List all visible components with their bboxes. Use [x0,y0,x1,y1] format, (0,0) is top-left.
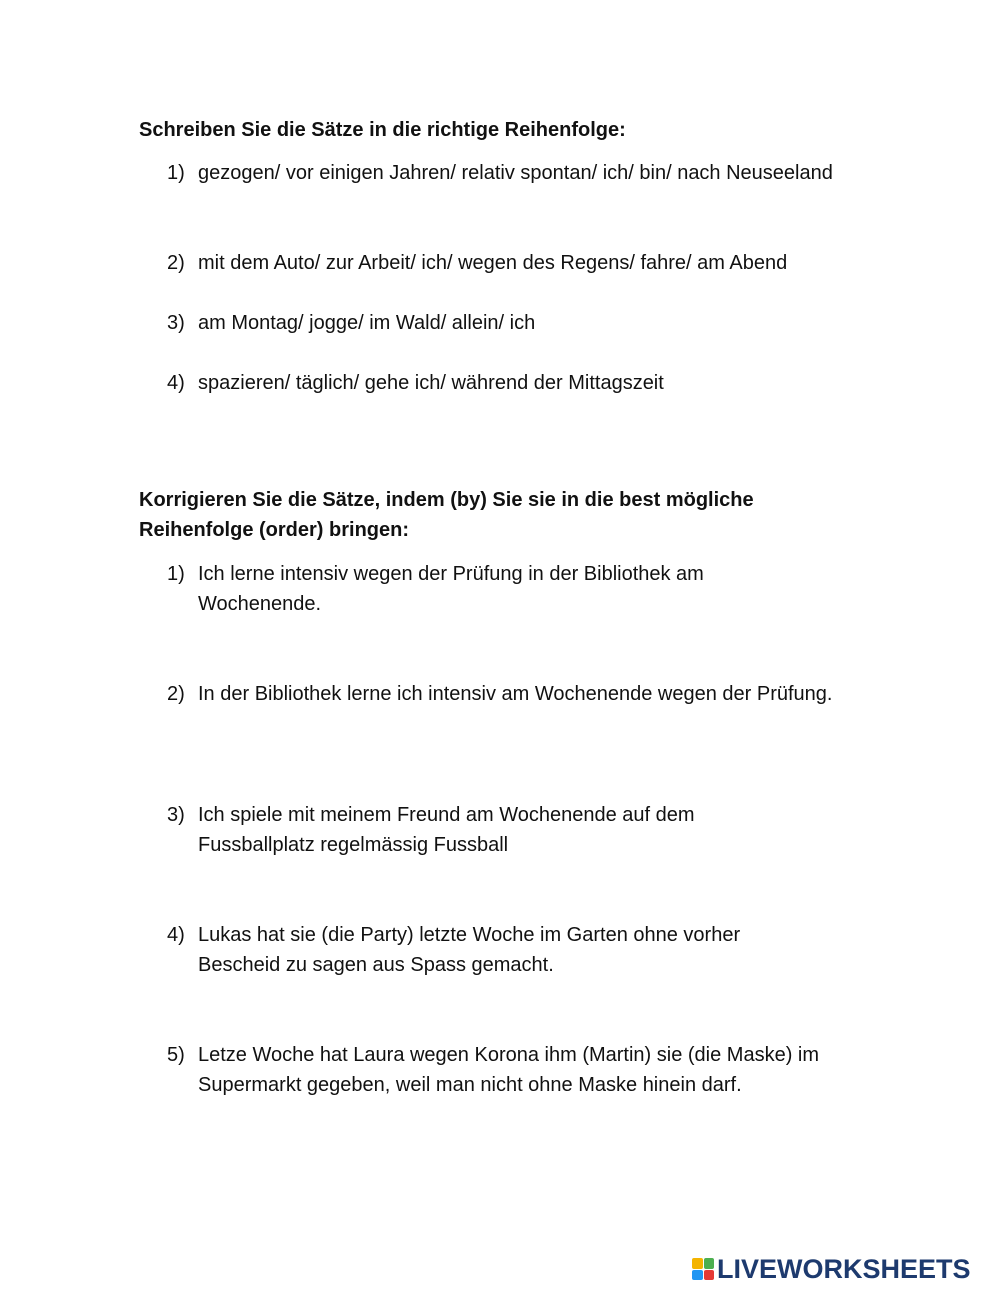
section1-item-2 [167,248,867,278]
section1-item-4 [167,368,867,398]
section2-item-1 [167,559,867,619]
liveworksheets-logo[interactable] [692,1254,971,1284]
logo-block-green [704,1258,715,1269]
item-text: gezogen/ vor einigen Jahren/ relativ spontan/ ich/ bin/ nach Neuseeland [198,162,833,184]
logo-block-red [704,1270,715,1281]
item-number: 4) [167,924,185,946]
section2-item-2 [167,679,867,709]
item-number: 1) [167,563,185,585]
logo-blocks-icon [692,1258,714,1280]
logo-block-blue [692,1270,703,1281]
item-number: 3) [167,804,185,826]
item-number: 2) [167,683,185,705]
item-text: Ich spiele mit meinem Freund am Wochenende auf dem Fussballplatz regelmässig Fussball [198,804,695,856]
item-number: 2) [167,252,185,274]
item-text: In der Bibliothek lerne ich intensiv am Wochenende wegen der Prüfung. [198,683,833,705]
item-number: 4) [167,372,185,394]
item-text: Letze Woche hat Laura wegen Korona ihm (Martin) sie (die Maske) im Supermarkt gegeben, weil man nicht ohne Maske hinein darf. [198,1044,820,1096]
section2-item-5 [167,1040,867,1100]
logo-block-yellow [692,1258,703,1269]
section1-item-1 [167,158,867,188]
section2-heading: Korrigieren Sie die Sätze, indem (by) Sie sie in die best mögliche Reihenfolge (order) bringen: [139,489,754,541]
item-text: am Montag/ jogge/ im Wald/ allein/ ich [198,312,536,334]
item-number: 1) [167,162,185,184]
section2-item-3 [167,800,867,860]
section2-item-4 [167,920,867,980]
item-number: 5) [167,1044,185,1066]
logo-text: LIVEWORKSHEETS [717,1254,971,1284]
item-text: Lukas hat sie (die Party) letzte Woche im Garten ohne vorher Bescheid zu sagen aus Spass gemacht. [198,924,741,976]
item-text: Ich lerne intensiv wegen der Prüfung in der Bibliothek am Wochenende. [198,563,704,615]
item-text: mit dem Auto/ zur Arbeit/ ich/ wegen des Regens/ fahre/ am Abend [198,252,788,274]
item-number: 3) [167,312,185,334]
section1-item-3 [167,308,867,338]
item-text: spazieren/ täglich/ gehe ich/ während der Mittagszeit [198,372,664,394]
section1-heading: Schreiben Sie die Sätze in die richtige Reihenfolge: [139,119,626,141]
